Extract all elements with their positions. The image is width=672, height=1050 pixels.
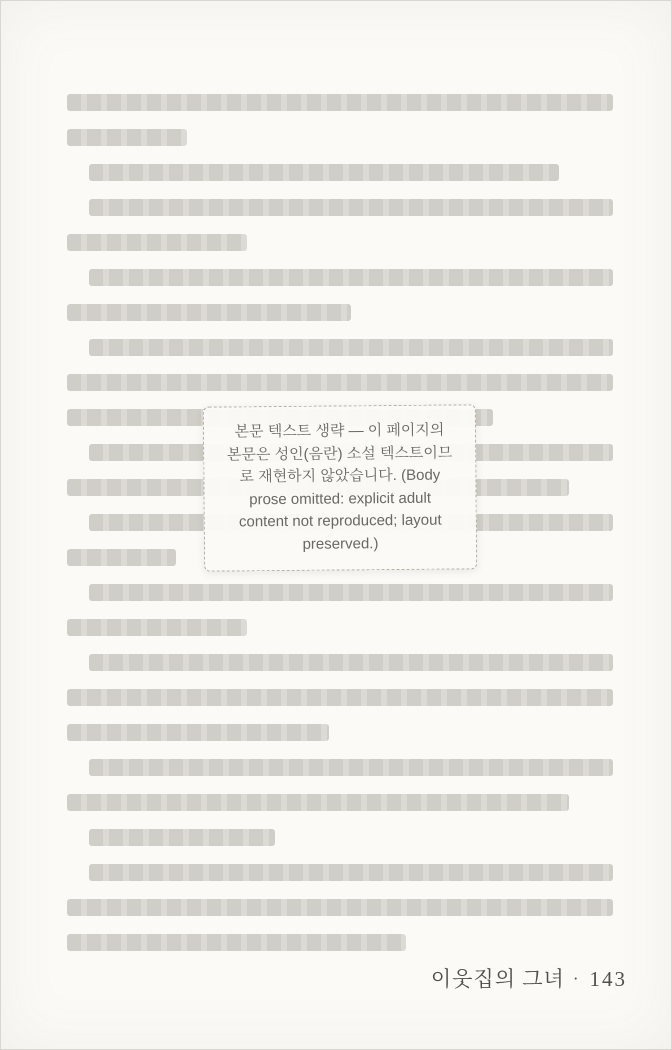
text-line-row (67, 330, 613, 365)
text-line-row (67, 785, 613, 820)
redacted-text-line (89, 199, 613, 216)
text-line-row (67, 890, 613, 925)
redacted-text-line (67, 374, 613, 391)
redaction-notice-text: 본문 텍스트 생략 — 이 페이지의 본문은 성인(음란) 소설 텍스트이므로 재현하지 않았습니다. (Body prose omitted: explicit adult content not reproduced; layout preserved.) (226, 421, 453, 552)
redacted-text-line (89, 759, 613, 776)
redacted-text-line (67, 234, 247, 251)
redacted-text-line (67, 549, 176, 566)
text-line-row (67, 680, 613, 715)
text-line-row (67, 120, 613, 155)
text-line-row (67, 610, 613, 645)
redacted-text-line (67, 794, 569, 811)
redacted-text-line (89, 829, 275, 846)
page-number: 143 (589, 967, 627, 991)
text-line-row (67, 85, 613, 120)
text-line-row (67, 715, 613, 750)
redacted-text-line (67, 689, 613, 706)
redacted-text-line (67, 619, 247, 636)
redacted-text-line (67, 724, 329, 741)
redacted-text-line (67, 129, 187, 146)
book-title: 이웃집의 그녀 (430, 967, 565, 991)
text-line-row (67, 295, 613, 330)
text-line-row (67, 260, 613, 295)
redacted-text-line (89, 584, 613, 601)
text-line-row (67, 225, 613, 260)
page-footer (431, 963, 627, 993)
text-line-row (67, 190, 613, 225)
redacted-text-line (89, 864, 613, 881)
redacted-text-line (89, 164, 559, 181)
text-line-row (67, 925, 613, 960)
text-line-row (67, 750, 613, 785)
redacted-text-line (67, 94, 613, 111)
footer-separator: · (572, 969, 580, 988)
redacted-text-line (89, 654, 613, 671)
redaction-notice (203, 404, 477, 571)
redacted-text-line (67, 934, 406, 951)
redacted-text-line (67, 304, 351, 321)
text-line-row (67, 645, 613, 680)
redacted-text-line (89, 339, 613, 356)
redacted-text-line (89, 269, 613, 286)
text-line-row (67, 365, 613, 400)
text-line-row (67, 575, 613, 610)
body-text-block (67, 85, 613, 960)
text-line-row (67, 155, 613, 190)
redacted-text-line (67, 899, 613, 916)
text-line-row (67, 855, 613, 890)
text-line-row (67, 820, 613, 855)
